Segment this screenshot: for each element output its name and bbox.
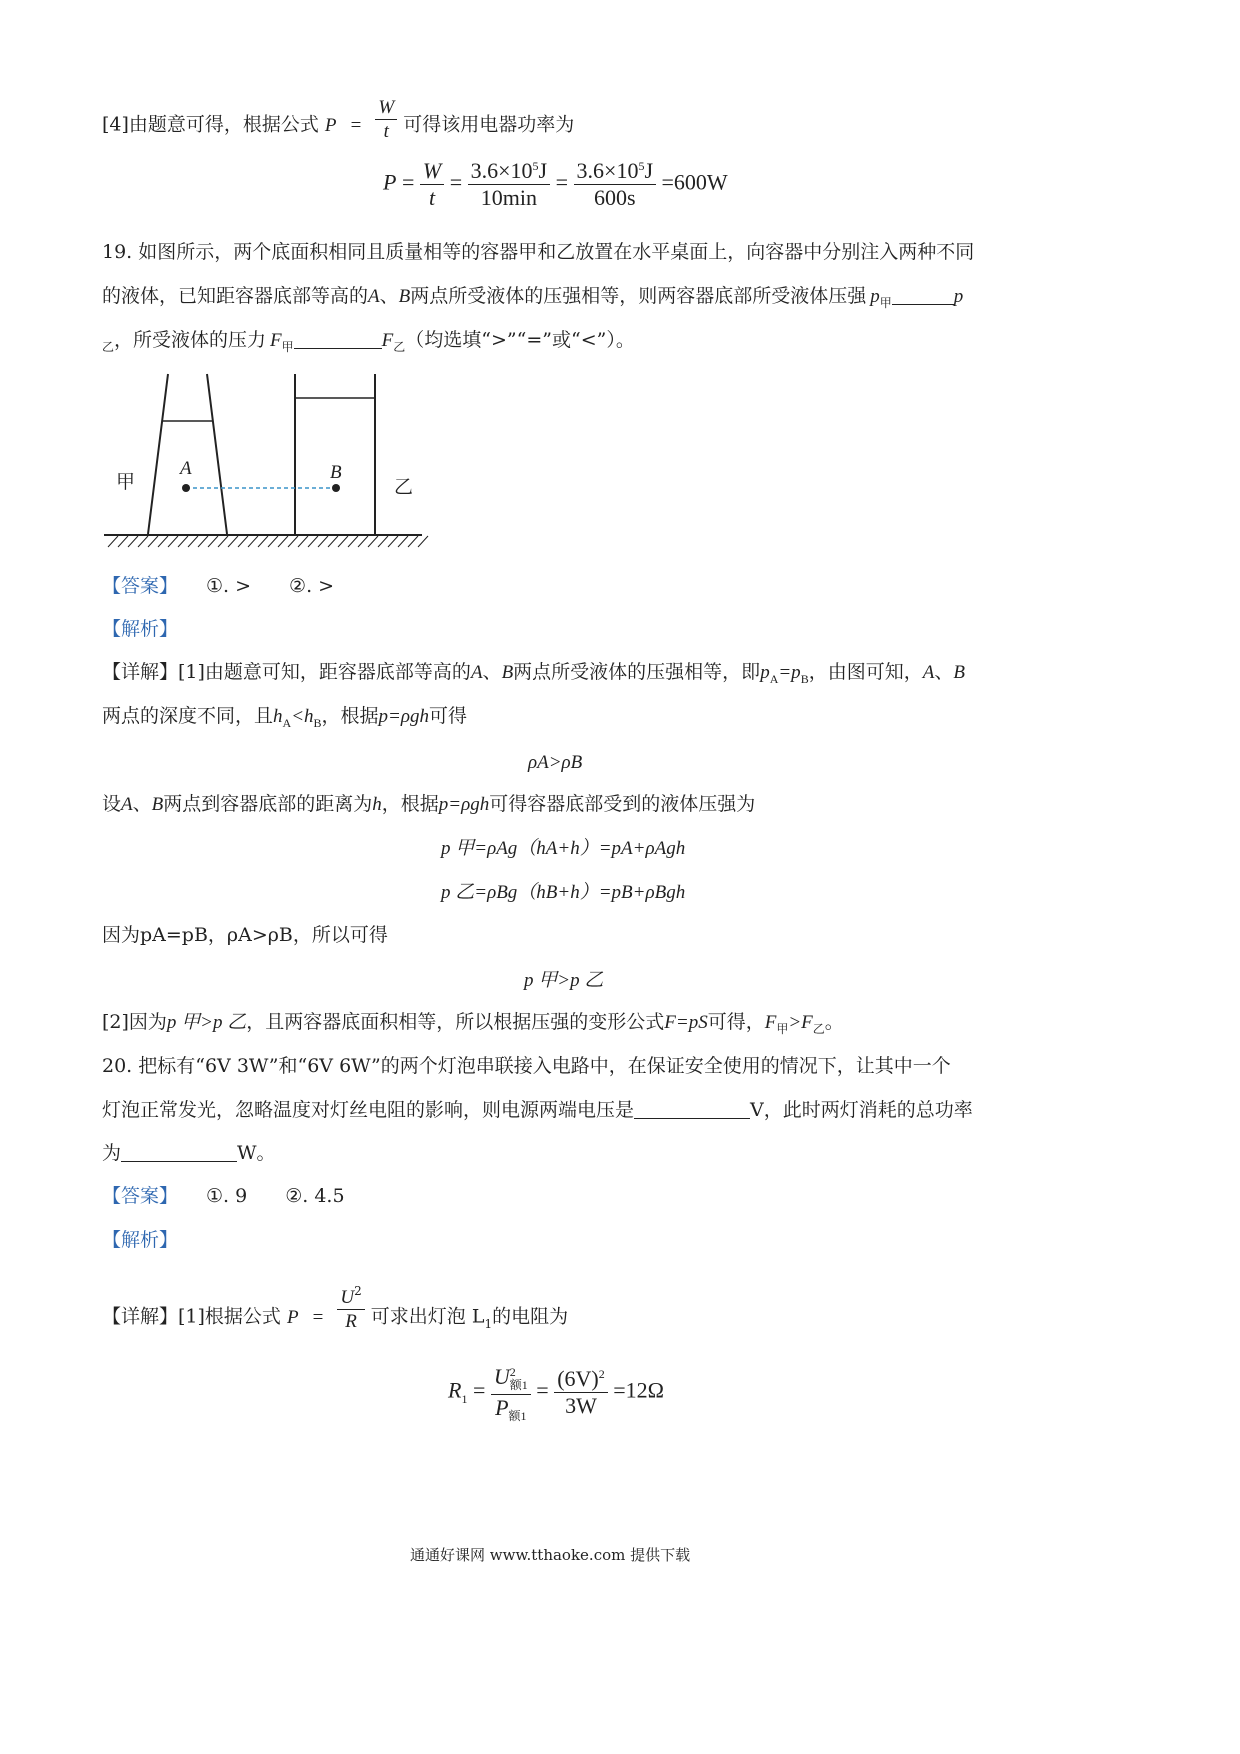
q19-answer-row [102, 577, 334, 596]
q20-line2 [102, 1101, 973, 1120]
label-yi: 乙 [394, 476, 414, 498]
fraction-denominator: R [345, 1311, 357, 1332]
eq-frac-energy-sec [574, 160, 656, 209]
eq-frac-energy-min [468, 160, 550, 209]
hatch-mark [308, 536, 318, 547]
hatch-mark [238, 536, 248, 547]
fraction-numerator [337, 1284, 364, 1310]
point-a-ref: A [368, 286, 380, 307]
formula-fraction [375, 98, 397, 141]
sol-text: ，根据 [381, 793, 439, 815]
hatch-mark [198, 536, 208, 547]
var-f: F [270, 330, 282, 351]
p4-text-end: 可得该用电器功率为 [403, 113, 575, 136]
analysis-tag: 【解析】 [102, 1229, 179, 1251]
formula-p-rho-gh: p=ρgh [378, 706, 429, 727]
hatch-mark [138, 536, 148, 547]
hatch-mark [418, 536, 428, 547]
q19-line2 [102, 285, 964, 310]
sol-text: ，且两容器底面积相等，所以根据压强的变形公式 [246, 1011, 665, 1033]
eq-unit: J [644, 158, 654, 183]
eq-frac-num [574, 160, 656, 185]
detail-tag: 【详解】 [102, 661, 179, 683]
hatch-mark [148, 536, 158, 547]
eq-frac-num [468, 160, 550, 185]
eq-sign: = [401, 169, 415, 195]
blank-power[interactable] [121, 1161, 237, 1162]
sol-text: 可求出灯泡 L [370, 1305, 485, 1328]
analysis-tag: 【解析】 [102, 618, 179, 640]
sol-text: 可得 [429, 705, 468, 727]
blank-2[interactable] [294, 348, 382, 349]
hatch-mark [168, 536, 178, 547]
q19-text: 的液体，已知距容器底部等高的 [102, 285, 369, 307]
blank-1[interactable] [892, 304, 954, 305]
point-a-ref: A [121, 794, 133, 815]
hatch-mark [228, 536, 238, 547]
sol19-line2 [102, 705, 468, 730]
answer-tag: 【答案】 [102, 575, 179, 597]
hatch-mark [248, 536, 258, 547]
point-b-ref: B [398, 286, 411, 307]
sol-text: [1]根据公式 [178, 1305, 281, 1328]
exp: 2 [354, 1284, 362, 1298]
formula-var-p: P [324, 114, 337, 136]
q20-text: V，此时两灯消耗的总功率 [750, 1099, 973, 1121]
answer-text: ①. > ②. > [206, 575, 335, 597]
hatch-mark [258, 536, 268, 547]
sub-yi: 乙 [393, 340, 406, 354]
sol-text: [1]由题意可知，距容器底部等高的 [178, 661, 471, 683]
resistance-equation [448, 1364, 665, 1424]
detail-tag: 【详解】 [102, 1305, 179, 1328]
separator: 、 [132, 793, 152, 815]
pa-eq-pb: $p_A=p_B$ [760, 662, 809, 686]
formula-equals: = [312, 1306, 324, 1328]
eq-exp: 2 [598, 1367, 605, 1382]
eq-sign: = [536, 1377, 549, 1403]
eq-result: =12Ω [613, 1377, 665, 1403]
q19-line3 [102, 329, 635, 354]
eq-exp: 2 [509, 1365, 516, 1379]
sub-jia: 甲 [281, 340, 294, 354]
point-b-ref: B [953, 662, 965, 683]
fraction-denominator: t [383, 121, 389, 142]
sol-text: 可得容器底部受到的液体压强为 [489, 793, 756, 815]
var-p: p [953, 286, 964, 307]
sol19-line5: [2]因为p 甲>p 乙，且两容器底面积相等，所以根据压强的变形公式F=pS可得，$F_甲>F_乙$。 [102, 1011, 844, 1036]
sol20-line1 [102, 1284, 569, 1339]
eq-frac-values [554, 1368, 608, 1417]
eq-sub: 额1 [509, 1378, 528, 1393]
hatch-mark [358, 536, 368, 547]
hatch-mark [378, 536, 388, 547]
q19-text: 两点所受液体的压强相等，则两容器底部所受液体压强 [410, 285, 867, 307]
eq-frac-den [492, 1395, 529, 1424]
point-a-ref: A [922, 662, 935, 683]
label-point-b: B [330, 462, 342, 483]
hatch-mark [278, 536, 288, 547]
eq-frac-w-t [420, 160, 444, 209]
q19-text: （均选填“>”“=”或“<”）。 [405, 329, 635, 351]
formula-equals: = [350, 114, 362, 136]
hatch-mark [328, 536, 338, 547]
hatch-mark [178, 536, 188, 547]
sol-text: 两点到容器底部的距离为 [163, 793, 373, 815]
sol-text: ，由图可知， [808, 661, 923, 683]
fraction-numerator: W [375, 98, 397, 120]
eq-lhs-sub: 1 [461, 1391, 468, 1406]
eq-frac-u-p [491, 1364, 531, 1424]
q20-line1: 20. 把标有“6V 3W”和“6V 6W”的两个灯泡串联接入电路中，在保证安全使用的情况下，让其中一个 [102, 1055, 951, 1077]
sol-text: 的电阻为 [492, 1305, 569, 1328]
separator: 、 [379, 285, 399, 307]
formula-var-p: P [286, 1306, 299, 1328]
blank-voltage[interactable] [634, 1118, 750, 1119]
force-comparison: $F_甲>F_乙$ [764, 1012, 825, 1036]
q20-line3 [102, 1144, 276, 1163]
hatch-mark [118, 536, 128, 547]
point-b-ref: B [151, 794, 164, 815]
sol-text: 可得， [707, 1011, 765, 1033]
hatch-mark [368, 536, 378, 547]
footer-text: 通通好课网 www.tthaoke.com 提供下载 [410, 1546, 691, 1564]
eq-exp: 5 [638, 159, 645, 173]
eq-frac-den: 3W [565, 1393, 597, 1419]
p4-text: [4]由题意可得，根据公式 [102, 113, 319, 136]
point-b [332, 484, 340, 492]
eq-frac-num [554, 1368, 608, 1393]
eq-frac-num [491, 1366, 531, 1395]
eq-frac-den: t [428, 185, 436, 210]
eq-sub: 额1 [508, 1409, 527, 1424]
hatch-mark [318, 536, 328, 547]
sub-1: 1 [484, 1316, 493, 1331]
hatch-mark [268, 536, 278, 547]
q20-text: 为 [102, 1142, 122, 1164]
hatch-mark [128, 536, 138, 547]
point-a [182, 484, 190, 492]
jia-left-wall [148, 374, 168, 534]
containers-figure [100, 368, 430, 558]
power-equation [383, 160, 728, 209]
hatch-mark [158, 536, 168, 547]
rho-comparison: ρA>ρB [528, 752, 583, 773]
hatch-mark [188, 536, 198, 547]
separator: 、 [482, 661, 502, 683]
eq-num-text: (6V) [557, 1366, 599, 1392]
eq-num-text: 3.6×10 [470, 158, 533, 183]
hatch-mark [338, 536, 348, 547]
eq-lhs: P [383, 169, 397, 195]
pressure-comparison-inline: p 甲>p 乙 [166, 1012, 247, 1033]
eq-unit: J [538, 158, 548, 183]
sol19-line3: 设A、B两点到容器底部的距离为h，根据p=ρgh可得容器底部受到的液体压强为 [102, 793, 756, 815]
hatch-mark [388, 536, 398, 547]
pressure-comparison: p 甲>p 乙 [524, 970, 604, 991]
p4-line [102, 97, 575, 147]
hatch-mark [348, 536, 358, 547]
var-f: F [381, 330, 394, 351]
sol-text: 设 [102, 793, 122, 815]
sol-text: [2]因为 [102, 1011, 167, 1033]
q19-line1: 19. 如图所示，两个底面积相同且质量相等的容器甲和乙放置在水平桌面上，向容器中分别注入两种不同 [102, 241, 975, 263]
pressure-eq-yi: p 乙=ρBg（hB+h）=pB+ρBgh [441, 882, 686, 903]
answer-tag: 【答案】 [102, 1185, 179, 1207]
eq-result: =600W [661, 169, 728, 195]
pressure-eq-jia: p 甲=ρAg（hA+h）=pA+ρAgh [441, 838, 686, 859]
answer-text: ①. 9 ②. 4.5 [206, 1185, 345, 1207]
label-jia: 甲 [116, 471, 136, 493]
hatch-mark [298, 536, 308, 547]
ha-lt-hb: $h_A<h_B$ [273, 706, 322, 730]
eq-sign: = [555, 169, 569, 195]
point-b-ref: B [501, 662, 514, 683]
sol19-line1 [102, 661, 965, 686]
ground-hatching [108, 536, 428, 547]
sol-text: 两点所受液体的压强相等，即 [513, 661, 761, 683]
var-u: U [493, 1364, 510, 1390]
var-p: P [495, 1395, 509, 1421]
eq-sign: = [472, 1377, 486, 1403]
eq-frac-den: 600s [593, 185, 636, 210]
sol-text: 两点的深度不同，且 [102, 705, 274, 727]
point-a-ref: A [470, 662, 483, 683]
hatch-mark [108, 536, 118, 547]
sol19-line4: 因为pA=pB，ρA>ρB，所以可得 [102, 924, 388, 946]
sub-jia: 甲 [879, 296, 892, 310]
var-u: U [340, 1287, 355, 1308]
eq-lhs: R [448, 1377, 462, 1403]
eq-num-text: 3.6×10 [576, 158, 639, 183]
var-p: p [870, 286, 880, 307]
sup-sub-stack [510, 1366, 528, 1392]
q20-answer-row [102, 1187, 345, 1206]
q19-text: ，所受液体的压力 [114, 329, 267, 351]
hatch-mark [218, 536, 228, 547]
formula-p-rho-gh: p=ρgh [438, 794, 490, 815]
label-point-a: A [180, 458, 192, 479]
formula-fraction [337, 1284, 364, 1332]
eq-sign: = [449, 169, 463, 195]
eq-frac-num: W [420, 160, 444, 185]
hatch-mark [208, 536, 218, 547]
sub-yi: 乙 [102, 340, 115, 354]
hatch-mark [288, 536, 298, 547]
eq-frac-den: 10min [480, 185, 537, 210]
q20-text: 灯泡正常发光，忽略温度对灯丝电阻的影响，则电源两端电压是 [102, 1099, 635, 1121]
eq-exp: 5 [532, 159, 539, 173]
hatch-mark [398, 536, 408, 547]
formula-f-ps: F=pS [664, 1012, 708, 1033]
q20-text: W。 [237, 1142, 276, 1164]
separator: 、 [934, 661, 954, 683]
hatch-mark [408, 536, 418, 547]
jia-right-wall [207, 374, 227, 534]
sol-text: ，根据 [321, 705, 379, 727]
